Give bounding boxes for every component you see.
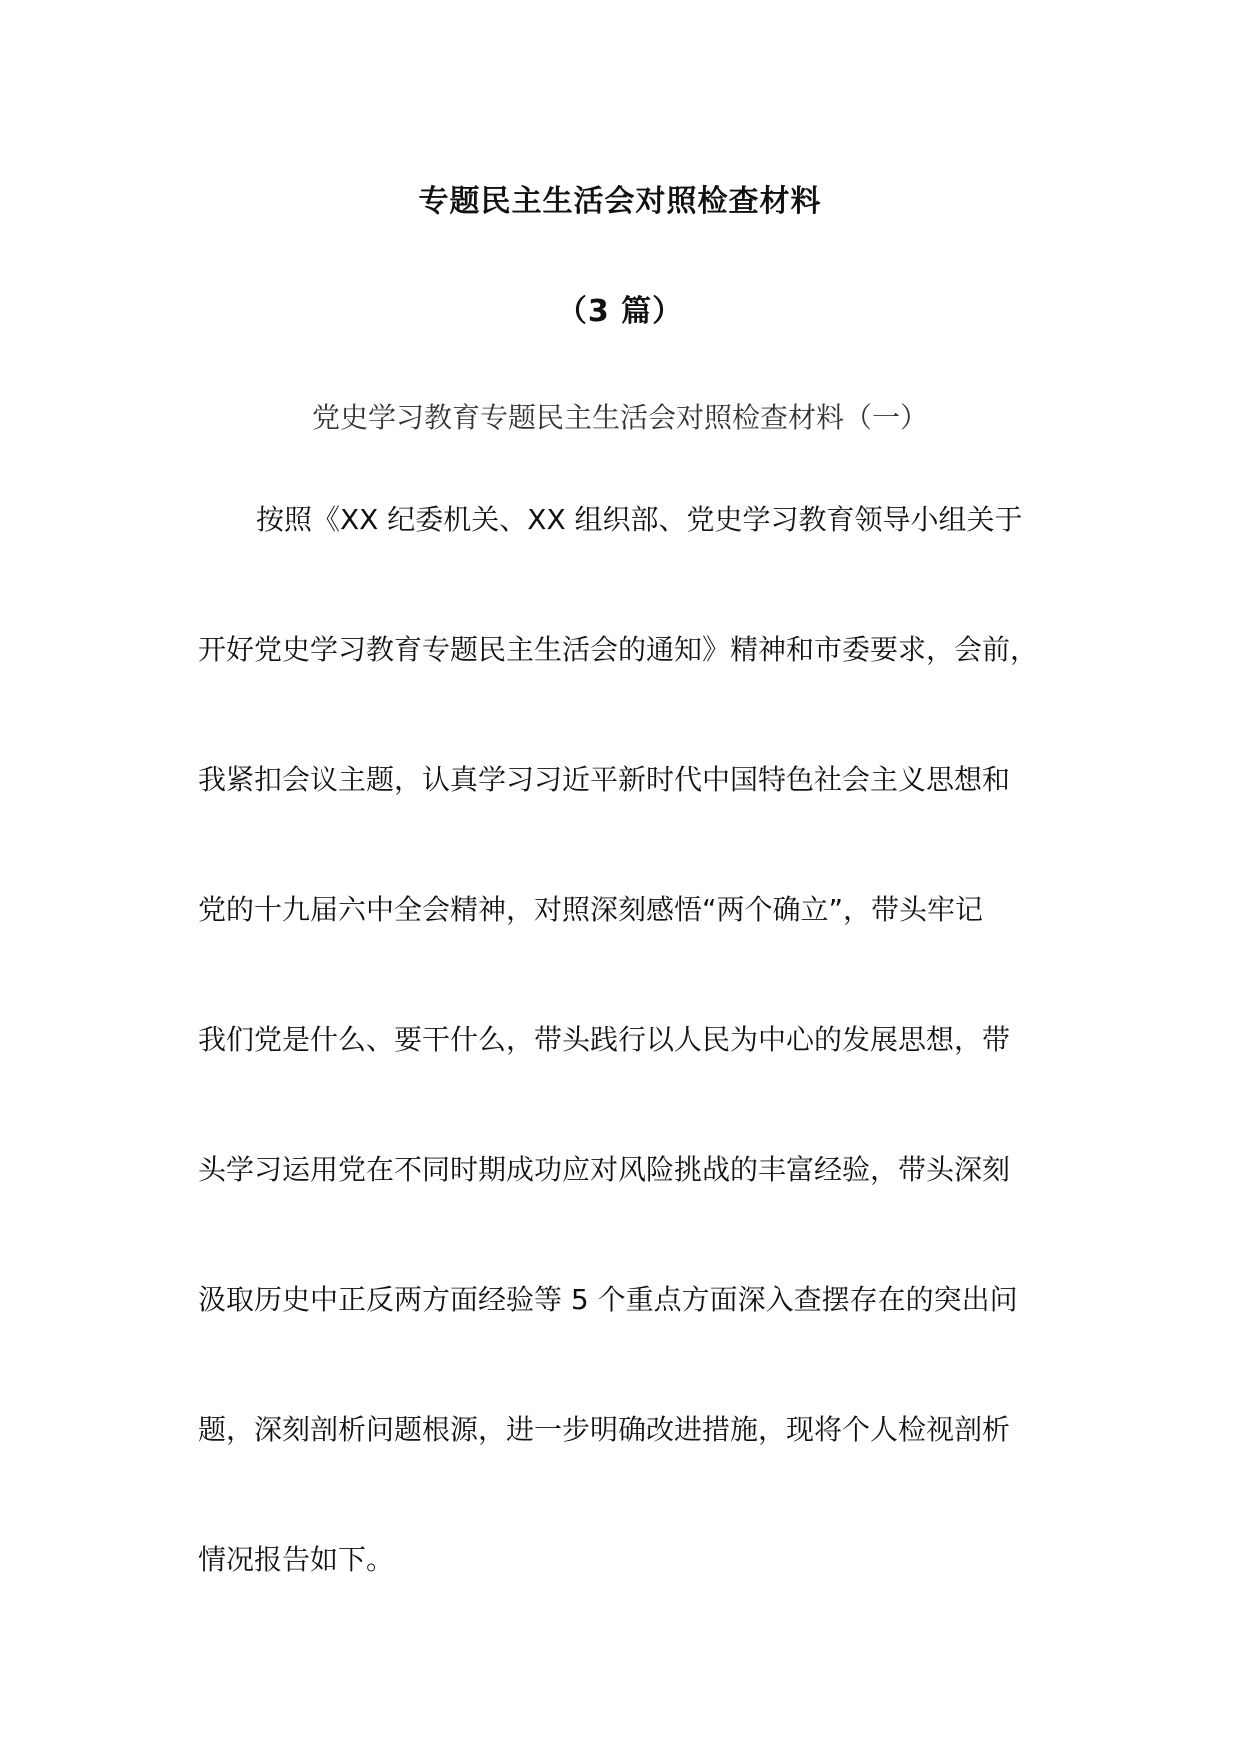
- paragraph-line-8: 题，深刻剖析问题根源，进一步明确改进措施，现将个人检视剖析: [198, 1413, 1011, 1446]
- paragraph-line-3: 我紧扣会议主题，认真学习习近平新时代中国特色社会主义思想和: [198, 763, 1011, 796]
- paragraph-line-5: 我们党是什么、要干什么，带头践行以人民为中心的发展思想，带: [198, 1023, 1011, 1056]
- paragraph-line-2: 开好党史学习教育专题民主生活会的通知》精神和市委要求，会前，: [198, 633, 1039, 666]
- section-title: 党史学习教育专题民主生活会对照检查材料（一）: [311, 401, 928, 434]
- paragraph-line-1: 按照《XX 纪委机关、XX 组织部、党史学习教育领导小组关于: [256, 503, 1023, 536]
- paragraph-line-6: 头学习运用党在不同时期成功应对风险挑战的丰富经验，带头深刻: [198, 1153, 1011, 1186]
- document-title: 专题民主生活会对照检查材料: [418, 184, 822, 219]
- paragraph-line-7: 汲取历史中正反两方面经验等 5 个重点方面深入查摆存在的突出问: [198, 1283, 1018, 1316]
- paragraph-line-4: 党的十九届六中全会精神，对照深刻感悟“两个确立”，带头牢记: [198, 893, 984, 926]
- paragraph-line-9: 情况报告如下。: [198, 1543, 395, 1576]
- document-count-label: （3 篇）: [556, 294, 684, 329]
